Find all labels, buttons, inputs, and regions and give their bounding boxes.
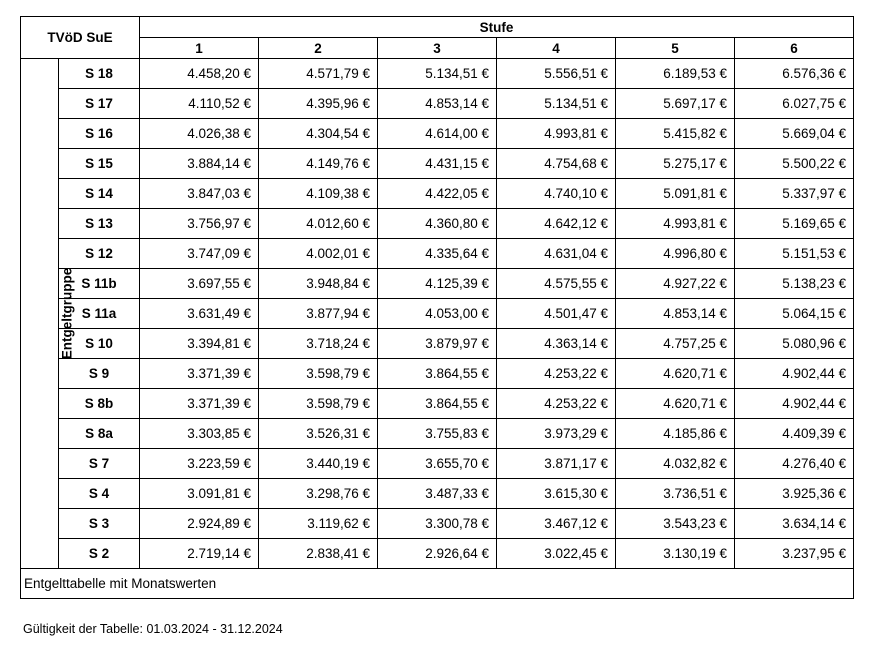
salary-cell: 5.669,04 € — [735, 119, 854, 149]
salary-cell: 4.631,04 € — [497, 239, 616, 269]
group-label: S 9 — [59, 359, 140, 389]
salary-cell: 5.500,22 € — [735, 149, 854, 179]
group-label: S 15 — [59, 149, 140, 179]
group-axis-cell — [21, 59, 75, 569]
salary-cell: 3.718,24 € — [259, 329, 378, 359]
salary-cell: 3.864,55 € — [378, 389, 497, 419]
group-label: S 7 — [59, 449, 140, 479]
table-row — [21, 419, 854, 449]
salary-cell: 4.642,12 € — [497, 209, 616, 239]
table-row — [21, 89, 854, 119]
salary-cell: 4.026,38 € — [140, 119, 259, 149]
step-header-2: 2 — [259, 38, 378, 59]
salary-cell: 4.002,01 € — [259, 239, 378, 269]
salary-cell: 3.655,70 € — [378, 449, 497, 479]
salary-cell: 5.415,82 € — [616, 119, 735, 149]
salary-cell: 5.697,17 € — [616, 89, 735, 119]
salary-cell: 5.091,81 € — [616, 179, 735, 209]
salary-cell: 3.747,09 € — [140, 239, 259, 269]
salary-cell: 4.395,96 € — [259, 89, 378, 119]
salary-cell: 4.360,80 € — [378, 209, 497, 239]
group-label: S 3 — [59, 509, 140, 539]
salary-cell: 4.575,55 € — [497, 269, 616, 299]
group-label: S 13 — [59, 209, 140, 239]
table-title: TVöD SuE — [21, 17, 140, 59]
salary-cell: 6.189,53 € — [616, 59, 735, 89]
salary-cell: 4.053,00 € — [378, 299, 497, 329]
salary-cell: 5.556,51 € — [497, 59, 616, 89]
table-row — [21, 149, 854, 179]
salary-cell: 3.022,45 € — [497, 539, 616, 569]
step-header-6: 6 — [735, 38, 854, 59]
group-label: S 18 — [59, 59, 140, 89]
salary-cell: 4.304,54 € — [259, 119, 378, 149]
salary-cell: 4.032,82 € — [616, 449, 735, 479]
salary-cell: 2.719,14 € — [140, 539, 259, 569]
salary-cell: 4.431,15 € — [378, 149, 497, 179]
salary-cell: 5.080,96 € — [735, 329, 854, 359]
salary-cell: 4.620,71 € — [616, 359, 735, 389]
step-header-1: 1 — [140, 38, 259, 59]
salary-cell: 3.223,59 € — [140, 449, 259, 479]
table-row — [21, 449, 854, 479]
salary-cell: 3.598,79 € — [259, 389, 378, 419]
step-header-5: 5 — [616, 38, 735, 59]
salary-cell: 4.253,22 € — [497, 359, 616, 389]
salary-cell: 3.526,31 € — [259, 419, 378, 449]
salary-cell: 4.185,86 € — [616, 419, 735, 449]
salary-cell: 5.151,53 € — [735, 239, 854, 269]
salary-cell: 3.300,78 € — [378, 509, 497, 539]
salary-cell: 3.755,83 € — [378, 419, 497, 449]
salary-cell: 4.458,20 € — [140, 59, 259, 89]
salary-cell: 4.125,39 € — [378, 269, 497, 299]
salary-cell: 4.012,60 € — [259, 209, 378, 239]
salary-cell: 3.871,17 € — [497, 449, 616, 479]
salary-cell: 6.027,75 € — [735, 89, 854, 119]
salary-cell: 4.335,64 € — [378, 239, 497, 269]
salary-cell: 3.130,19 € — [616, 539, 735, 569]
group-axis-label: Entgeltgruppe — [59, 267, 75, 360]
salary-cell: 3.847,03 € — [140, 179, 259, 209]
salary-cell: 4.740,10 € — [497, 179, 616, 209]
salary-cell: 4.422,05 € — [378, 179, 497, 209]
salary-cell: 3.543,23 € — [616, 509, 735, 539]
salary-cell: 2.838,41 € — [259, 539, 378, 569]
step-header-row — [21, 38, 854, 59]
group-label: S 4 — [59, 479, 140, 509]
table-row — [21, 479, 854, 509]
salary-cell: 3.091,81 € — [140, 479, 259, 509]
table-row — [21, 239, 854, 269]
salary-cell: 6.576,36 € — [735, 59, 854, 89]
table-row — [21, 119, 854, 149]
salary-cell: 3.925,36 € — [735, 479, 854, 509]
salary-cell: 3.864,55 € — [378, 359, 497, 389]
salary-cell: 4.149,76 € — [259, 149, 378, 179]
salary-cell: 3.119,62 € — [259, 509, 378, 539]
salary-cell: 4.853,14 € — [616, 299, 735, 329]
salary-cell: 4.253,22 € — [497, 389, 616, 419]
group-label: S 17 — [59, 89, 140, 119]
table-row — [21, 539, 854, 569]
salary-cell: 3.467,12 € — [497, 509, 616, 539]
salary-cell: 4.757,25 € — [616, 329, 735, 359]
table-row — [21, 209, 854, 239]
salary-cell: 4.276,40 € — [735, 449, 854, 479]
salary-cell: 5.134,51 € — [378, 59, 497, 89]
salary-cell: 3.440,19 € — [259, 449, 378, 479]
salary-cell: 5.337,97 € — [735, 179, 854, 209]
step-header-4: 4 — [497, 38, 616, 59]
salary-cell: 4.620,71 € — [616, 389, 735, 419]
salary-cell: 4.993,81 € — [616, 209, 735, 239]
table-row — [21, 299, 854, 329]
salary-cell: 4.927,22 € — [616, 269, 735, 299]
salary-cell: 5.134,51 € — [497, 89, 616, 119]
group-label: S 14 — [59, 179, 140, 209]
salary-cell: 4.109,38 € — [259, 179, 378, 209]
salary-cell: 5.138,23 € — [735, 269, 854, 299]
group-label: S 10 — [59, 329, 140, 359]
group-label: S 11b — [59, 269, 140, 299]
salary-cell: 4.571,79 € — [259, 59, 378, 89]
salary-cell: 4.110,52 € — [140, 89, 259, 119]
salary-cell: 4.363,14 € — [497, 329, 616, 359]
salary-cell: 3.237,95 € — [735, 539, 854, 569]
salary-cell: 4.996,80 € — [616, 239, 735, 269]
salary-cell: 3.371,39 € — [140, 359, 259, 389]
table-row — [21, 329, 854, 359]
salary-table — [20, 16, 854, 599]
table-row — [21, 359, 854, 389]
salary-cell: 2.926,64 € — [378, 539, 497, 569]
salary-cell: 3.371,39 € — [140, 389, 259, 419]
salary-cell: 3.756,97 € — [140, 209, 259, 239]
group-label: S 2 — [59, 539, 140, 569]
salary-cell: 3.736,51 € — [616, 479, 735, 509]
group-label: S 16 — [59, 119, 140, 149]
group-label: S 12 — [59, 239, 140, 269]
group-label: S 8a — [59, 419, 140, 449]
table-row — [21, 509, 854, 539]
validity-note: Gültigkeit der Tabelle: 01.03.2024 - 31.12.2024 — [23, 622, 283, 636]
salary-cell: 5.064,15 € — [735, 299, 854, 329]
salary-cell: 3.487,33 € — [378, 479, 497, 509]
salary-cell: 3.948,84 € — [259, 269, 378, 299]
table-row — [21, 389, 854, 419]
salary-cell: 5.169,65 € — [735, 209, 854, 239]
salary-cell: 4.993,81 € — [497, 119, 616, 149]
salary-cell: 4.902,44 € — [735, 359, 854, 389]
salary-cell: 3.631,49 € — [140, 299, 259, 329]
table-row — [21, 59, 854, 89]
salary-cell: 3.598,79 € — [259, 359, 378, 389]
table-row — [21, 269, 854, 299]
salary-cell: 3.973,29 € — [497, 419, 616, 449]
group-label: S 8b — [59, 389, 140, 419]
group-label: S 11a — [59, 299, 140, 329]
salary-cell: 3.634,14 € — [735, 509, 854, 539]
salary-cell: 4.853,14 € — [378, 89, 497, 119]
salary-cell: 3.298,76 € — [259, 479, 378, 509]
salary-cell: 3.884,14 € — [140, 149, 259, 179]
salary-cell: 4.409,39 € — [735, 419, 854, 449]
stufe-header: Stufe — [140, 17, 854, 38]
salary-cell: 2.924,89 € — [140, 509, 259, 539]
step-header-3: 3 — [378, 38, 497, 59]
salary-cell: 3.877,94 € — [259, 299, 378, 329]
salary-cell: 4.614,00 € — [378, 119, 497, 149]
salary-cell: 3.303,85 € — [140, 419, 259, 449]
table-row — [21, 179, 854, 209]
salary-cell: 3.394,81 € — [140, 329, 259, 359]
salary-cell: 4.501,47 € — [497, 299, 616, 329]
salary-cell: 3.879,97 € — [378, 329, 497, 359]
salary-cell: 5.275,17 € — [616, 149, 735, 179]
salary-cell: 4.902,44 € — [735, 389, 854, 419]
salary-cell: 4.754,68 € — [497, 149, 616, 179]
table-footer-note: Entgelttabelle mit Monatswerten — [21, 569, 854, 599]
salary-cell: 3.697,55 € — [140, 269, 259, 299]
salary-cell: 3.615,30 € — [497, 479, 616, 509]
